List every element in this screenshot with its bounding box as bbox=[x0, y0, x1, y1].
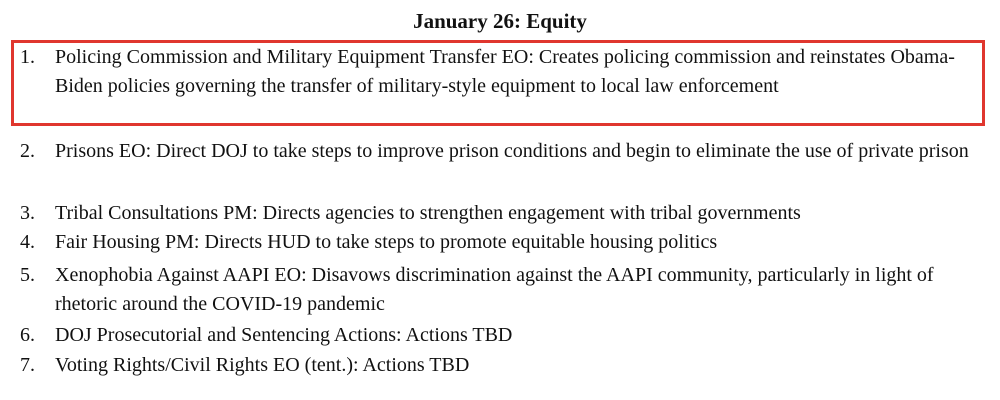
list-item-text: Policing Commission and Military Equipment Transfer EO: Creates policing commission and reinstates Obama-Biden policies governing the transfer of military-style equipment to local law enforcement bbox=[55, 46, 955, 97]
list-item-text: DOJ Prosecutorial and Sentencing Actions: Actions TBD bbox=[55, 324, 513, 346]
page-title: January 26: Equity bbox=[413, 9, 587, 33]
list-item-number: 4. bbox=[20, 231, 35, 253]
list-item-number: 7. bbox=[20, 354, 35, 376]
list-item-number: 1. bbox=[20, 46, 35, 68]
list-item-text: Prisons EO: Direct DOJ to take steps to improve prison conditions and begin to eliminate the use of private prison bbox=[55, 140, 969, 162]
list-item-text: Tribal Consultations PM: Directs agencies to strengthen engagement with tribal governments bbox=[55, 202, 801, 224]
list-item-number: 2. bbox=[20, 140, 35, 162]
list-item-number: 6. bbox=[20, 324, 35, 346]
list-item-text: Xenophobia Against AAPI EO: Disavows discrimination against the AAPI community, particularly in light of rhetoric around the COVID-19 pandemic bbox=[55, 264, 934, 315]
list-item-number: 5. bbox=[20, 264, 35, 286]
list-item-number: 3. bbox=[20, 202, 35, 224]
list-item-text: Voting Rights/Civil Rights EO (tent.): Actions TBD bbox=[55, 354, 470, 376]
list-item-text: Fair Housing PM: Directs HUD to take steps to promote equitable housing politics bbox=[55, 231, 718, 253]
